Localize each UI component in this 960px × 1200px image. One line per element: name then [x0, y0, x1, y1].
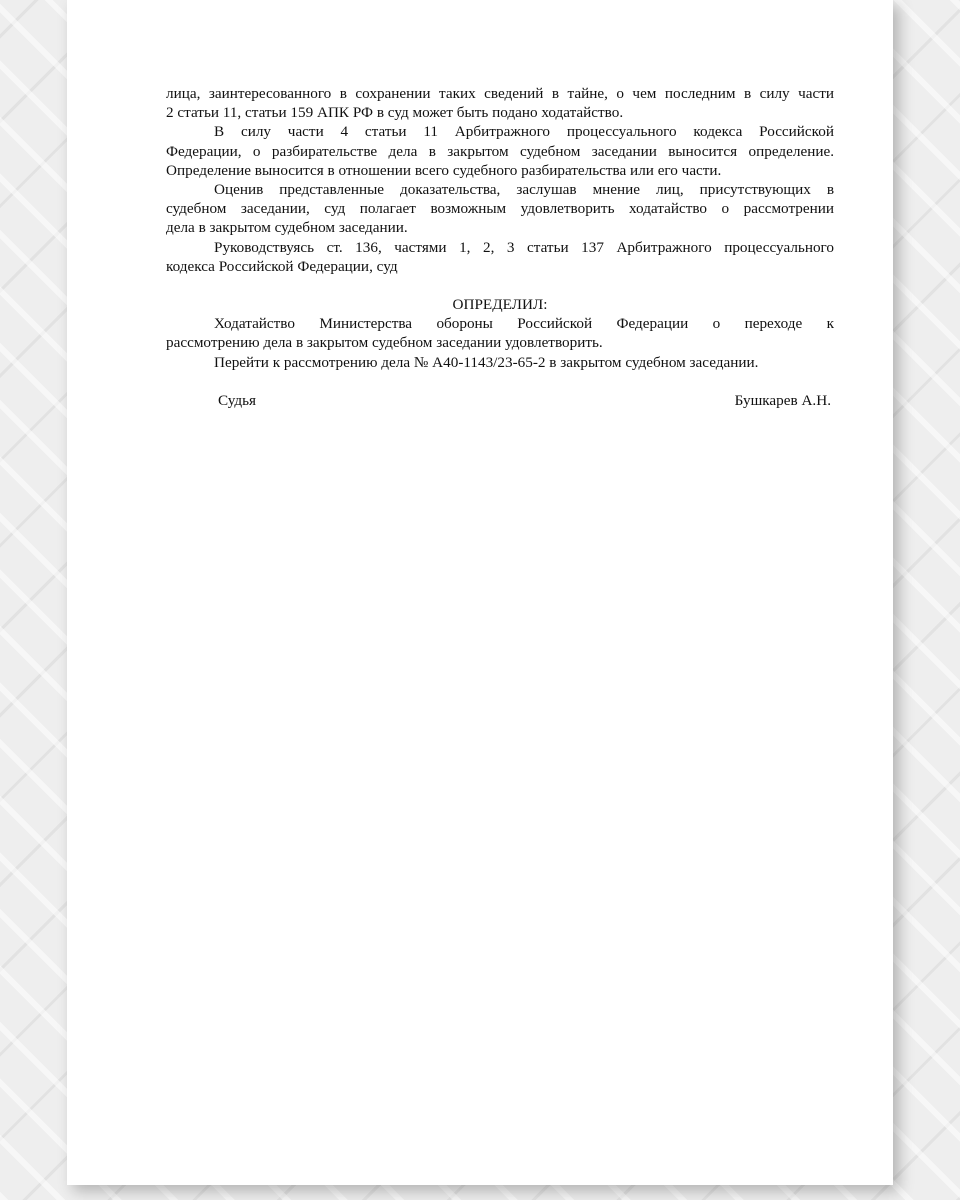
operative-heading: ОПРЕДЕЛИЛ:: [452, 296, 548, 314]
judge-name: Бушкарев А.Н.: [734, 391, 831, 409]
text-line: В силу части 4 статьи 11 Арбитражного процессуального кодекса Российской: [214, 123, 834, 141]
paragraph: [166, 84, 834, 122]
text-line: судебном заседании, суд полагает возможным удовлетворить ходатайство о рассмотрении: [166, 200, 834, 218]
reasoning-section: [166, 84, 834, 276]
paragraph: [166, 180, 834, 238]
text-line: Определение выносится в отношении всего судебного разбирательства или его части.: [166, 161, 722, 179]
text-line: дела в закрытом судебном заседании.: [166, 219, 408, 237]
signature-block: [166, 391, 834, 410]
decision-section: [166, 314, 834, 372]
document-page: [67, 0, 893, 1185]
text-line: Оценив представленные доказательства, заслушав мнение лиц, присутствующих в: [214, 181, 834, 199]
text-line: 2 статьи 11, статьи 159 АПК РФ в суд может быть подано ходатайство.: [166, 104, 624, 122]
paragraph: [166, 238, 834, 276]
text-line: кодекса Российской Федерации, суд: [166, 257, 398, 275]
text-line: Федерации, о разбирательстве дела в закрытом судебном заседании выносится определение.: [166, 142, 834, 160]
paragraph: [166, 314, 834, 352]
text-line: Ходатайство Министерства обороны Российской Федерации о переходе к: [214, 315, 834, 333]
text-line: Перейти к рассмотрению дела № А40-1143/23-65-2 в закрытом судебном заседании.: [214, 353, 759, 371]
text-line: рассмотрению дела в закрытом судебном заседании удовлетворить.: [166, 334, 603, 352]
paragraph: [166, 353, 834, 372]
document-body: [166, 84, 834, 410]
paragraph: [166, 122, 834, 180]
text-line: Руководствуясь ст. 136, частями 1, 2, 3 статьи 137 Арбитражного процессуального: [214, 238, 834, 256]
text-line: лица, заинтересованного в сохранении таких сведений в тайне, о чем последним в силу части: [166, 85, 834, 102]
judge-title: Судья: [218, 391, 257, 409]
